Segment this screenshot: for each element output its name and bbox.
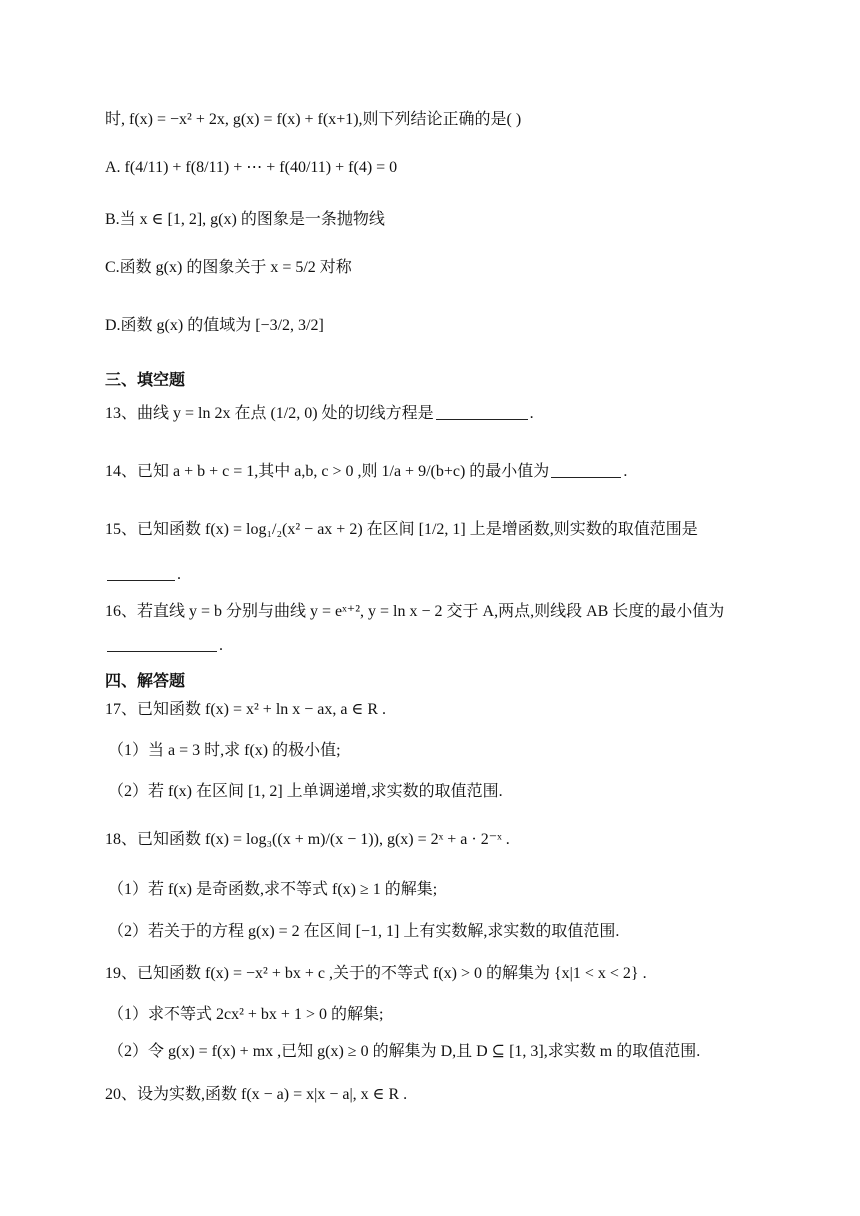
option-b: B.当 x ∈ [1, 2], g(x) 的图象是一条抛物线 bbox=[105, 211, 385, 228]
answer-blank bbox=[107, 651, 217, 652]
question-17: 17、已知函数 f(x) = x² + ln x − ax, a ∈ R . bbox=[105, 701, 387, 718]
question-17-part-1: （1）当 a = 3 时,求 f(x) 的极小值; bbox=[108, 742, 341, 759]
question-15-end: . bbox=[177, 566, 181, 583]
answer-blank bbox=[436, 419, 528, 420]
question-15: 15、已知函数 f(x) = log₁/₂(x² − ax + 2) 在区间 [1/2, 1] 上是增函数,则实数的取值范围是 bbox=[105, 521, 698, 538]
question-15-answer bbox=[105, 566, 181, 584]
question-14-end: . bbox=[623, 463, 628, 480]
answer-blank bbox=[551, 477, 621, 478]
question-19: 19、已知函数 f(x) = −x² + bx + c ,关于的不等式 f(x) > 0 的解集为 {x|1 < x < 2} . bbox=[105, 965, 647, 982]
question-18-part-2: （2）若关于的方程 g(x) = 2 在区间 [−1, 1] 上有实数解,求实数的取值范围. bbox=[108, 923, 620, 940]
question-16-answer bbox=[105, 637, 223, 655]
section-heading-solutions: 四、解答题 bbox=[105, 671, 186, 690]
question-19-part-2: （2）令 g(x) = f(x) + mx ,已知 g(x) ≥ 0 的解集为 D,且 D ⊆ [1, 3],求实数 m 的取值范围. bbox=[108, 1043, 701, 1060]
option-d: D.函数 g(x) 的值域为 [−3/2, 3/2] bbox=[105, 317, 324, 334]
question-18-part-1: （1）若 f(x) 是奇函数,求不等式 f(x) ≥ 1 的解集; bbox=[108, 881, 438, 898]
question-19-part-1: （1）求不等式 2cx² + bx + 1 > 0 的解集; bbox=[108, 1006, 384, 1023]
question-12-stem-tail: 时, f(x) = −x² + 2x, g(x) = f(x) + f(x+1),则下列结论正确的是( ) bbox=[105, 111, 522, 128]
question-13-end: . bbox=[529, 405, 534, 422]
question-13-text: 13、曲线 y = ln 2x 在点 (1/2, 0) 处的切线方程是 bbox=[105, 405, 434, 422]
section-heading-fill-in: 三、填空题 bbox=[105, 370, 186, 389]
answer-blank bbox=[107, 580, 175, 581]
question-13 bbox=[105, 400, 534, 423]
question-17-part-2: （2）若 f(x) 在区间 [1, 2] 上单调递增,求实数的取值范围. bbox=[108, 783, 503, 800]
question-18: 18、已知函数 f(x) = log₃((x + m)/(x − 1)), g(x) = 2ˣ + a · 2⁻ˣ . bbox=[105, 831, 510, 848]
question-16: 16、若直线 y = b 分别与曲线 y = eˣ⁺², y = ln x − 2 交于 A,两点,则线段 AB 长度的最小值为 bbox=[105, 603, 725, 620]
option-c: C.函数 g(x) 的图象关于 x = 5/2 对称 bbox=[105, 259, 352, 276]
option-a: A. f(4/11) + f(8/11) + ⋯ + f(40/11) + f(4) = 0 bbox=[105, 159, 398, 176]
question-14 bbox=[105, 458, 627, 481]
question-16-end: . bbox=[219, 637, 223, 654]
question-20: 20、设为实数,函数 f(x − a) = x|x − a|, x ∈ R . bbox=[105, 1086, 408, 1103]
question-14-text: 14、已知 a + b + c = 1,其中 a,b, c > 0 ,则 1/a + 9/(b+c) 的最小值为 bbox=[105, 463, 550, 480]
